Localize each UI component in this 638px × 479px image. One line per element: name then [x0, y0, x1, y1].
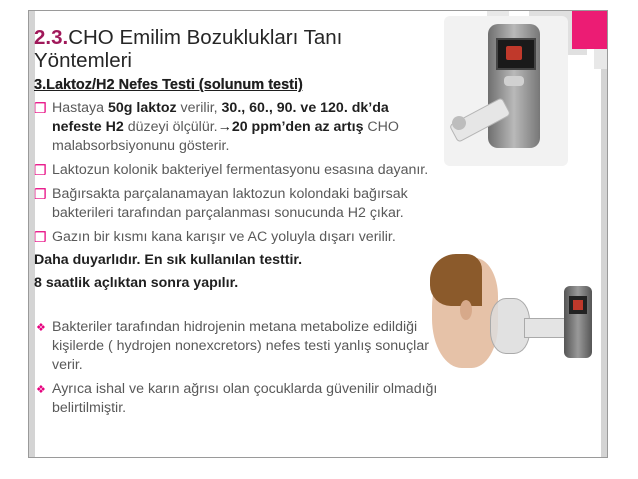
- bullet-1-line-3: malabsorbsiyonunu gösterir.: [52, 138, 230, 154]
- diamond-bullet-icon: ❖: [36, 384, 46, 396]
- square-bullet-icon: ❒: [34, 229, 47, 245]
- square-bullet-icon: ❒: [34, 100, 47, 116]
- bold-statement-1: Daha duyarlıdır. En sık kullanılan testtir.: [34, 252, 303, 268]
- section-subtitle: 3.Laktoz/H2 Nefes Testi (solunum testi): [34, 77, 303, 93]
- slide-title: [34, 26, 434, 72]
- square-bullet-icon: ❒: [34, 162, 47, 178]
- bullet-1-line-2: nefeste H2 düzeyi ölçülür.→20 ppm’den az artış CHO: [52, 119, 399, 135]
- title-line-1: CHO Emilim Bozuklukları Tanı: [68, 26, 343, 49]
- square-bullet-icon: ❒: [34, 186, 47, 202]
- sub-bullet-1-line-2: kişilerde ( hydrojen nonexcretors) nefes testi yanlış sonuçlar: [52, 338, 429, 354]
- sub-bullet-2-line-2: belirtilmiştir.: [52, 400, 127, 416]
- bold-statement-2: 8 saatlik açlıktan sonra yapılır.: [34, 275, 239, 291]
- pink-decor-square: [572, 11, 607, 49]
- sub-bullet-1-line-1: Bakteriler tarafından hidrojenin metana metabolize edildiği: [52, 319, 418, 335]
- bullet-1-line-1: Hastaya 50g laktoz verilir, 30., 60., 90. ve 120. dk’da: [52, 100, 389, 116]
- title-number: 2.3.: [34, 26, 69, 49]
- right-stripe: [601, 11, 607, 457]
- bullet-4: Gazın bir kısmı kana karışır ve AC yoluyla dışarı verilir.: [52, 229, 396, 245]
- bullet-3-line-2: bakterileri tarafından parçalanması sonucunda H2 çıkar.: [52, 205, 404, 221]
- child-ear: [460, 300, 472, 320]
- decor-square: [594, 49, 607, 69]
- device-button: [504, 76, 524, 86]
- handheld-device-screen: [569, 296, 587, 314]
- breath-test-device-image: [444, 16, 568, 166]
- device-screen: [496, 38, 536, 70]
- child-breath-test-image: [428, 244, 600, 392]
- child-hair: [430, 254, 482, 306]
- sub-bullet-2-line-1: Ayrıca ishal ve karın ağrısı olan çocuklarda güvenilir olmadığı: [52, 381, 438, 397]
- bullet-2: Laktozun kolonik bakteriyel fermentasyonu esasına dayanır.: [52, 162, 429, 178]
- title-line-2: Yöntemleri: [34, 49, 132, 72]
- sub-bullet-1-line-3: verir.: [52, 357, 83, 373]
- bullet-3-line-1: Bağırsakta parçalanamayan laktozun kolondaki bağırsak: [52, 186, 408, 202]
- diamond-bullet-icon: ❖: [36, 322, 46, 334]
